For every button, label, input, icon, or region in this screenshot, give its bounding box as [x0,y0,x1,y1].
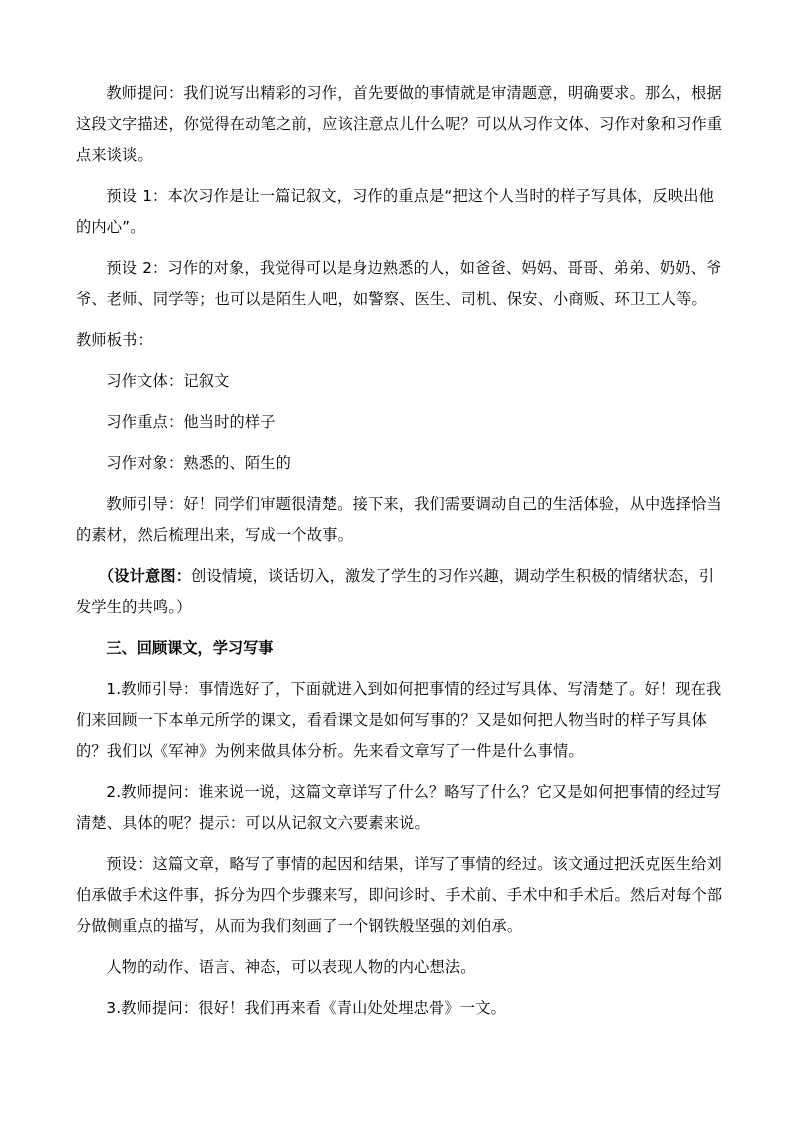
paragraph-preset-2: 预设 2：习作的对象，我觉得可以是身边熟悉的人，如爸爸、妈妈、哥哥、弟弟、奶奶、爷爷、老师、同学等；也可以是陌生人吧，如警察、医生、司机、保安、小商贩、环卫工人等。 [76,259,722,308]
paragraph-step-3: 3.教师提问：很好！我们再来看《青山处处埋忠骨》一文。 [106,999,506,1017]
paragraph-design-intent [76,561,726,623]
paragraph-character-note: 人物的动作、语言、神态，可以表现人物的内心想法。 [106,958,476,976]
paragraph-blackboard-title: 教师板书： [76,331,153,349]
blackboard-item-object: 习作对象：熟悉的、陌生的 [106,454,292,472]
paragraph-step-1: 1.教师引导：事情选好了，下面就进入到如何把事情的经过写具体、写清楚了。好！现在我们来回顾一下本单元所学的课文，看看课文是如何写事的？又是如何把人物当时的样子写具体的？我们以《军神》为例来做具体分析。先来看文章写了一件是什么事情。 [76,680,722,760]
section-heading-review: 三、回顾课文，学习写事 [106,639,274,657]
design-intent-label: （设计意图： [98,567,192,585]
paragraph-step-2: 2.教师提问：谁来说一说，这篇文章详写了什么？略写了什么？它又是如何把事情的经过写清楚、具体的呢？提示：可以从记叙文六要素来说。 [76,783,722,832]
document-page [76,78,726,1034]
design-intent-text: 创设情境，谈话切入，激发了学生的习作兴趣，调动学生积极的情绪状态，引发学生的共鸣。） [76,567,715,616]
blackboard-item-genre: 习作文体：记叙文 [106,372,230,390]
paragraph-preset-analysis: 预设：这篇文章，略写了事情的起因和结果，详写了事情的经过。该文通过把沃克医生给刘伯承做手术这件事，拆分为四个步骤来写，即问诊时、手术前、手术中和手术后。然后对每个部分做侧重点的描写，从而为我们刻画了一个钢铁般坚强的刘伯承。 [76,855,723,935]
paragraph-preset-1: 预设 1：本次习作是让一篇记叙文，习作的重点是“把这个人当时的样子写具体，反映出他的内心”。 [76,187,715,236]
paragraph-teacher-question: 教师提问：我们说写出精彩的习作，首先要做的事情就是审清题意，明确要求。那么，根据这段文字描述，你觉得在动笔之前，应该注意点儿什么呢？可以从习作文体、习作对象和习作重点来谈谈。 [76,84,723,164]
paragraph-teacher-guide: 教师引导：好！同学们审题很清楚。接下来，我们需要调动自己的生活体验，从中选择恰当的素材，然后梳理出来，写成一个故事。 [76,495,722,544]
blackboard-item-focus: 习作重点：他当时的样子 [106,413,276,431]
